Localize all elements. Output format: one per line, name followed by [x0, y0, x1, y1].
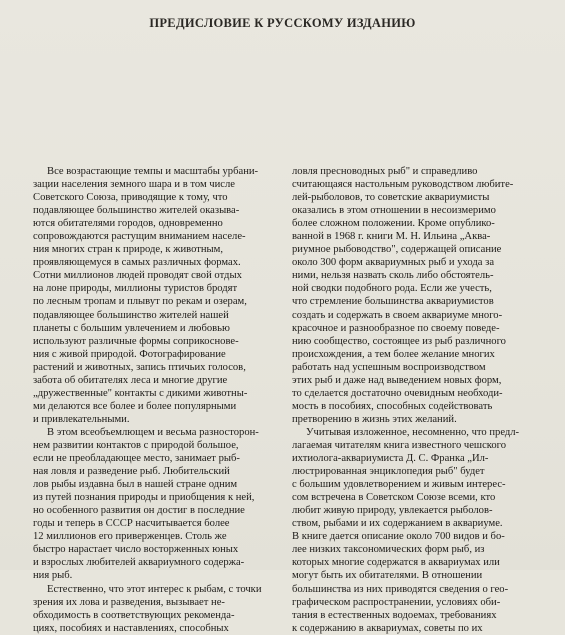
- text-line: циях, пособиях и наставлениях, способных: [33, 622, 229, 634]
- text-line: если не преобладающее место, занимает рыб-: [33, 453, 240, 465]
- text-line: к содержанию в аквариумах, советы по их: [292, 622, 483, 634]
- text-line: Все возрастающие темпы и масштабы урбани-: [47, 166, 259, 177]
- text-line: большинства из них приводятся сведения о гео-: [292, 583, 509, 595]
- text-line: люстрированная энциклопедия рыб" будет: [292, 466, 485, 478]
- text-line: ная ловля и разведение рыб. Любительский: [33, 466, 230, 478]
- text-line: и привлекательными.: [33, 413, 130, 425]
- text-line: оказались в этом отношении в несоизмеримо: [292, 205, 496, 217]
- text-line: тания в естественных водоемах, требованиях: [292, 609, 497, 621]
- text-line: сопровождаются растущим вниманием населе-: [33, 231, 246, 243]
- text-line: ми делаются все более и более популярными: [33, 400, 237, 412]
- text-column-left: [33, 165, 280, 635]
- text-line: В этом всеобъемлющем и весьма разносторон-: [47, 426, 259, 438]
- text-line: лагаемая читателям книга известного чешского: [292, 439, 507, 451]
- text-line: претворению в жизнь этих желаний.: [292, 413, 457, 425]
- text-line: ихтиолога-аквариумиста Д. С. Франка „Ил-: [292, 453, 489, 465]
- text-line: используют различные формы соприкоснове-: [33, 335, 239, 347]
- text-line: зации населения земного шара и в том числе: [33, 179, 235, 191]
- text-line: нию сообщество, состоящее из рыб различного: [292, 335, 506, 347]
- text-line: проявляющемуся в самых различных формах.: [33, 257, 241, 269]
- text-line: годы и теперь в СССР насчитывается более: [33, 518, 230, 530]
- text-line: 12 миллионов его приверженцев. Столь же: [33, 531, 227, 543]
- text-line: с большим удовлетворением и живым интерес-: [292, 479, 506, 491]
- text-line: забота об обитателях леса и многие другие: [33, 374, 228, 386]
- text-line: ванной в 1968 г. книги М. Н. Ильина „Аква-: [292, 231, 491, 243]
- text-line: „дружественные" контакты с дикими животны-: [33, 387, 248, 399]
- text-line: и взрослых любителей аквариумного содержа-: [33, 557, 245, 569]
- text-line: Учитывая изложенное, несомненно, что предл-: [306, 426, 520, 438]
- text-line: мость в пособиях, способных содействовать: [292, 400, 493, 412]
- text-line: ния с живой природой. Фотографирование: [33, 348, 226, 360]
- text-line: лей-рыболовов, то советские аквариумисты: [292, 192, 490, 204]
- text-line: нем развитии контактов с природой большое,: [33, 439, 239, 451]
- text-line: В книге дается описание около 700 видов и бо-: [292, 531, 505, 543]
- text-line: быстро нарастает число восторженных юных: [33, 544, 239, 556]
- text-line: ния многих стран к природе, к животным,: [33, 244, 224, 256]
- text-line: планеты с большим увлечением и любовью: [33, 322, 230, 334]
- text-line: растений и животных, запись птичьих голосов,: [33, 361, 246, 373]
- text-line: красочное и разнообразное по своему поведе-: [292, 322, 500, 334]
- text-line: ются обитателями городов, одновременно: [33, 218, 223, 230]
- text-line: ния рыб.: [33, 570, 73, 582]
- text-line: любит живую природу, увлекается рыболов-: [292, 505, 493, 517]
- text-line: обходимость в соответствующих рекоменда-: [33, 609, 235, 621]
- text-column-right: [292, 165, 538, 635]
- text-line: этих рыб и даже над выведением новых форм,: [292, 374, 502, 386]
- page-heading: ПРЕДИСЛОВИЕ К РУССКОМУ ИЗДАНИЮ: [149, 16, 416, 30]
- text-line: лов рыбы издавна был в нашей стране одним: [33, 479, 238, 491]
- text-line: ними, нельзя назвать сколь либо обстоятель-: [292, 270, 494, 282]
- text-line: зрения их лова и разведения, вызывает не-: [33, 596, 225, 608]
- text-line: более сложном положении. Кроме опублико-: [292, 218, 495, 230]
- text-line: Естественно, что этот интерес к рыбам, с точки: [47, 583, 262, 595]
- text-line: подавляющее большинство жителей нашей: [33, 309, 229, 321]
- text-line: которых многие содержатся в аквариумах или: [292, 557, 500, 569]
- text-line: что стремление большинства аквариумистов: [292, 296, 494, 308]
- text-line: лее низких таксономических форм рыб, из: [292, 544, 485, 556]
- text-line: подавляющее большинство жителей оказыва-: [33, 205, 240, 217]
- text-line: создать и содержать в своем аквариуме много-: [292, 309, 503, 321]
- text-line: риумное рыбоводство", содержащей описание: [292, 244, 502, 256]
- text-line: около 300 форм аквариумных рыб и ухода за: [292, 257, 495, 269]
- text-line: ной сводки подобного рода. Если же учесть,: [292, 283, 492, 295]
- text-line: по лесным тропам и плывут по рекам и озерам,: [33, 296, 247, 308]
- text-line: считающаяся настольным руководством любите-: [292, 179, 514, 191]
- text-line: сом встречена в Советском Союзе всеми, кто: [292, 492, 496, 504]
- text-line: происхождения, а тем более желание многих: [292, 348, 495, 360]
- text-line: ловля пресноводных рыб" и справедливо: [292, 166, 478, 177]
- text-line: Сотни миллионов людей проводят свой отдых: [33, 270, 242, 282]
- text-line: то сделается достаточно очевидным необходи-: [292, 387, 503, 399]
- text-line: из путей познания природы и приобщения к ней,: [33, 492, 255, 504]
- text-line: на лоне природы, миллионы туристов бродят: [33, 283, 238, 295]
- text-line: графическом распространении, условиях оби-: [292, 596, 501, 608]
- text-line: но особенного развития он достиг в последние: [33, 505, 245, 517]
- text-line: Советского Союза, приводящие к тому, что: [33, 192, 228, 204]
- text-line: работать над успешным воспроизводством: [292, 361, 486, 373]
- text-line: могут быть их обитателями. В отношении: [292, 570, 483, 582]
- text-line: ством, рыбами и их содержанием в аквариуме.: [292, 518, 503, 530]
